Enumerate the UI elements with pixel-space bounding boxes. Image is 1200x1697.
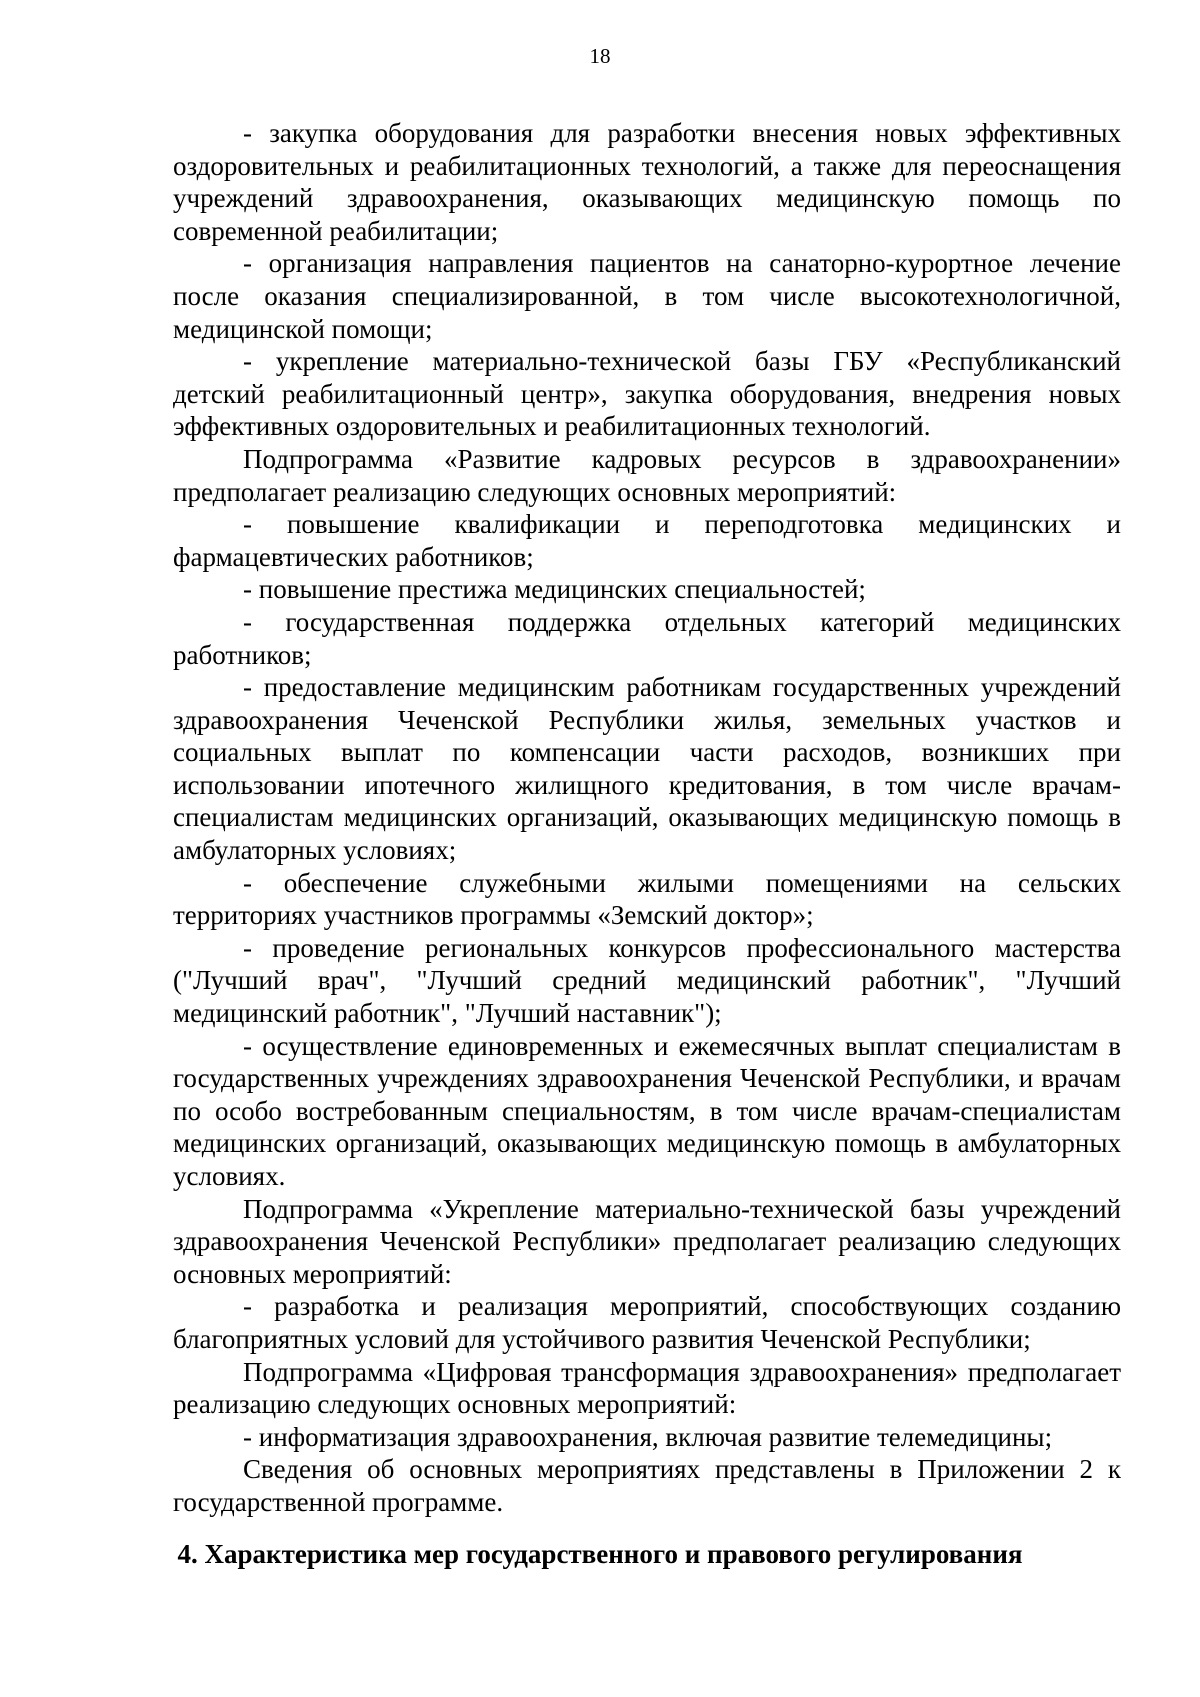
paragraph-rehab-center: - укрепление материально-технической базы ГБУ «Республиканский детский реабилитационный центр», закупка оборудования, внедрения новых эффективных оздоровительных и реабилитационных технологий.: [173, 346, 1121, 442]
paragraph-payments: - осуществление единовременных и ежемесячных выплат специалистам в государственных учреждениях здравоохранения Чеченской Республики, и врачам по особо востребованным специальностям, в том числе врачам-специалистам медицинских организаций, оказывающих медицинскую помощь в амбулаторных условиях.: [173, 1030, 1121, 1191]
paragraph-telemedicine: - информатизация здравоохранения, включая развитие телемедицины;: [243, 1421, 1053, 1452]
paragraph-state-support: - государственная поддержка отдельных категорий медицинских работников;: [173, 606, 1121, 670]
paragraph-subprogram-personnel: Подпрограмма «Развитие кадровых ресурсов в здравоохранении» предполагает реализацию следующих основных мероприятий:: [173, 443, 1121, 507]
paragraph-sanatorium-referral: - организация направления пациентов на санаторно-курортное лечение после оказания специализированной, в том числе высокотехнологичной, медицинской помощи;: [173, 248, 1121, 344]
paragraph-housing: - предоставление медицинским работникам государственных учреждений здравоохранения Чеченской Республики жилья, земельных участков и социальных выплат по компенсации части расходов, возникших при использовании ипотечного жилищного кредитования, в том числе врачам-специалистам медицинских организаций, оказывающих медицинскую помощь в амбулаторных условиях;: [173, 672, 1121, 866]
paragraph-subprogram-digital: Подпрограмма «Цифровая трансформация здравоохранения» предполагает реализацию следующих основных мероприятий:: [173, 1356, 1121, 1420]
paragraph-contests: - проведение региональных конкурсов профессионального мастерства ("Лучший врач", "Лучший средний медицинский работник", "Лучший медицинский работник", "Лучший наставник");: [173, 932, 1121, 1029]
paragraph-appendix-reference: Сведения об основных мероприятиях представлены в Приложении 2 к государственной программе.: [173, 1454, 1121, 1517]
paragraph-subprogram-infrastructure: Подпрограмма «Укрепление материально-технической базы учреждений здравоохранения Чеченской Республики» предполагает реализацию следующих основных мероприятий:: [173, 1193, 1121, 1289]
paragraph-prestige: - повышение престижа медицинских специальностей;: [243, 574, 866, 605]
paragraph-qualification: - повышение квалификации и переподготовка медицинских и фармацевтических работников;: [173, 509, 1121, 572]
page-number: 18: [589, 44, 611, 68]
paragraph-rural-housing: - обеспечение служебными жилыми помещениями на сельских территориях участников программы «Земский доктор»;: [173, 867, 1121, 931]
document-body: [173, 117, 1121, 1519]
paragraph-equipment-purchase: - закупка оборудования для разработки внесения новых эффективных оздоровительных и реабилитационных технологий, а также для переоснащения учреждений здравоохранения, оказывающих медицинскую помощь по современной реабилитации;: [173, 118, 1121, 246]
paragraph-development-measures: - разработка и реализация мероприятий, способствующих созданию благоприятных условий для устойчивого развития Чеченской Республики;: [173, 1291, 1121, 1354]
section-heading: 4. Характеристика мер государственного и правового регулирования: [177, 1539, 1023, 1569]
